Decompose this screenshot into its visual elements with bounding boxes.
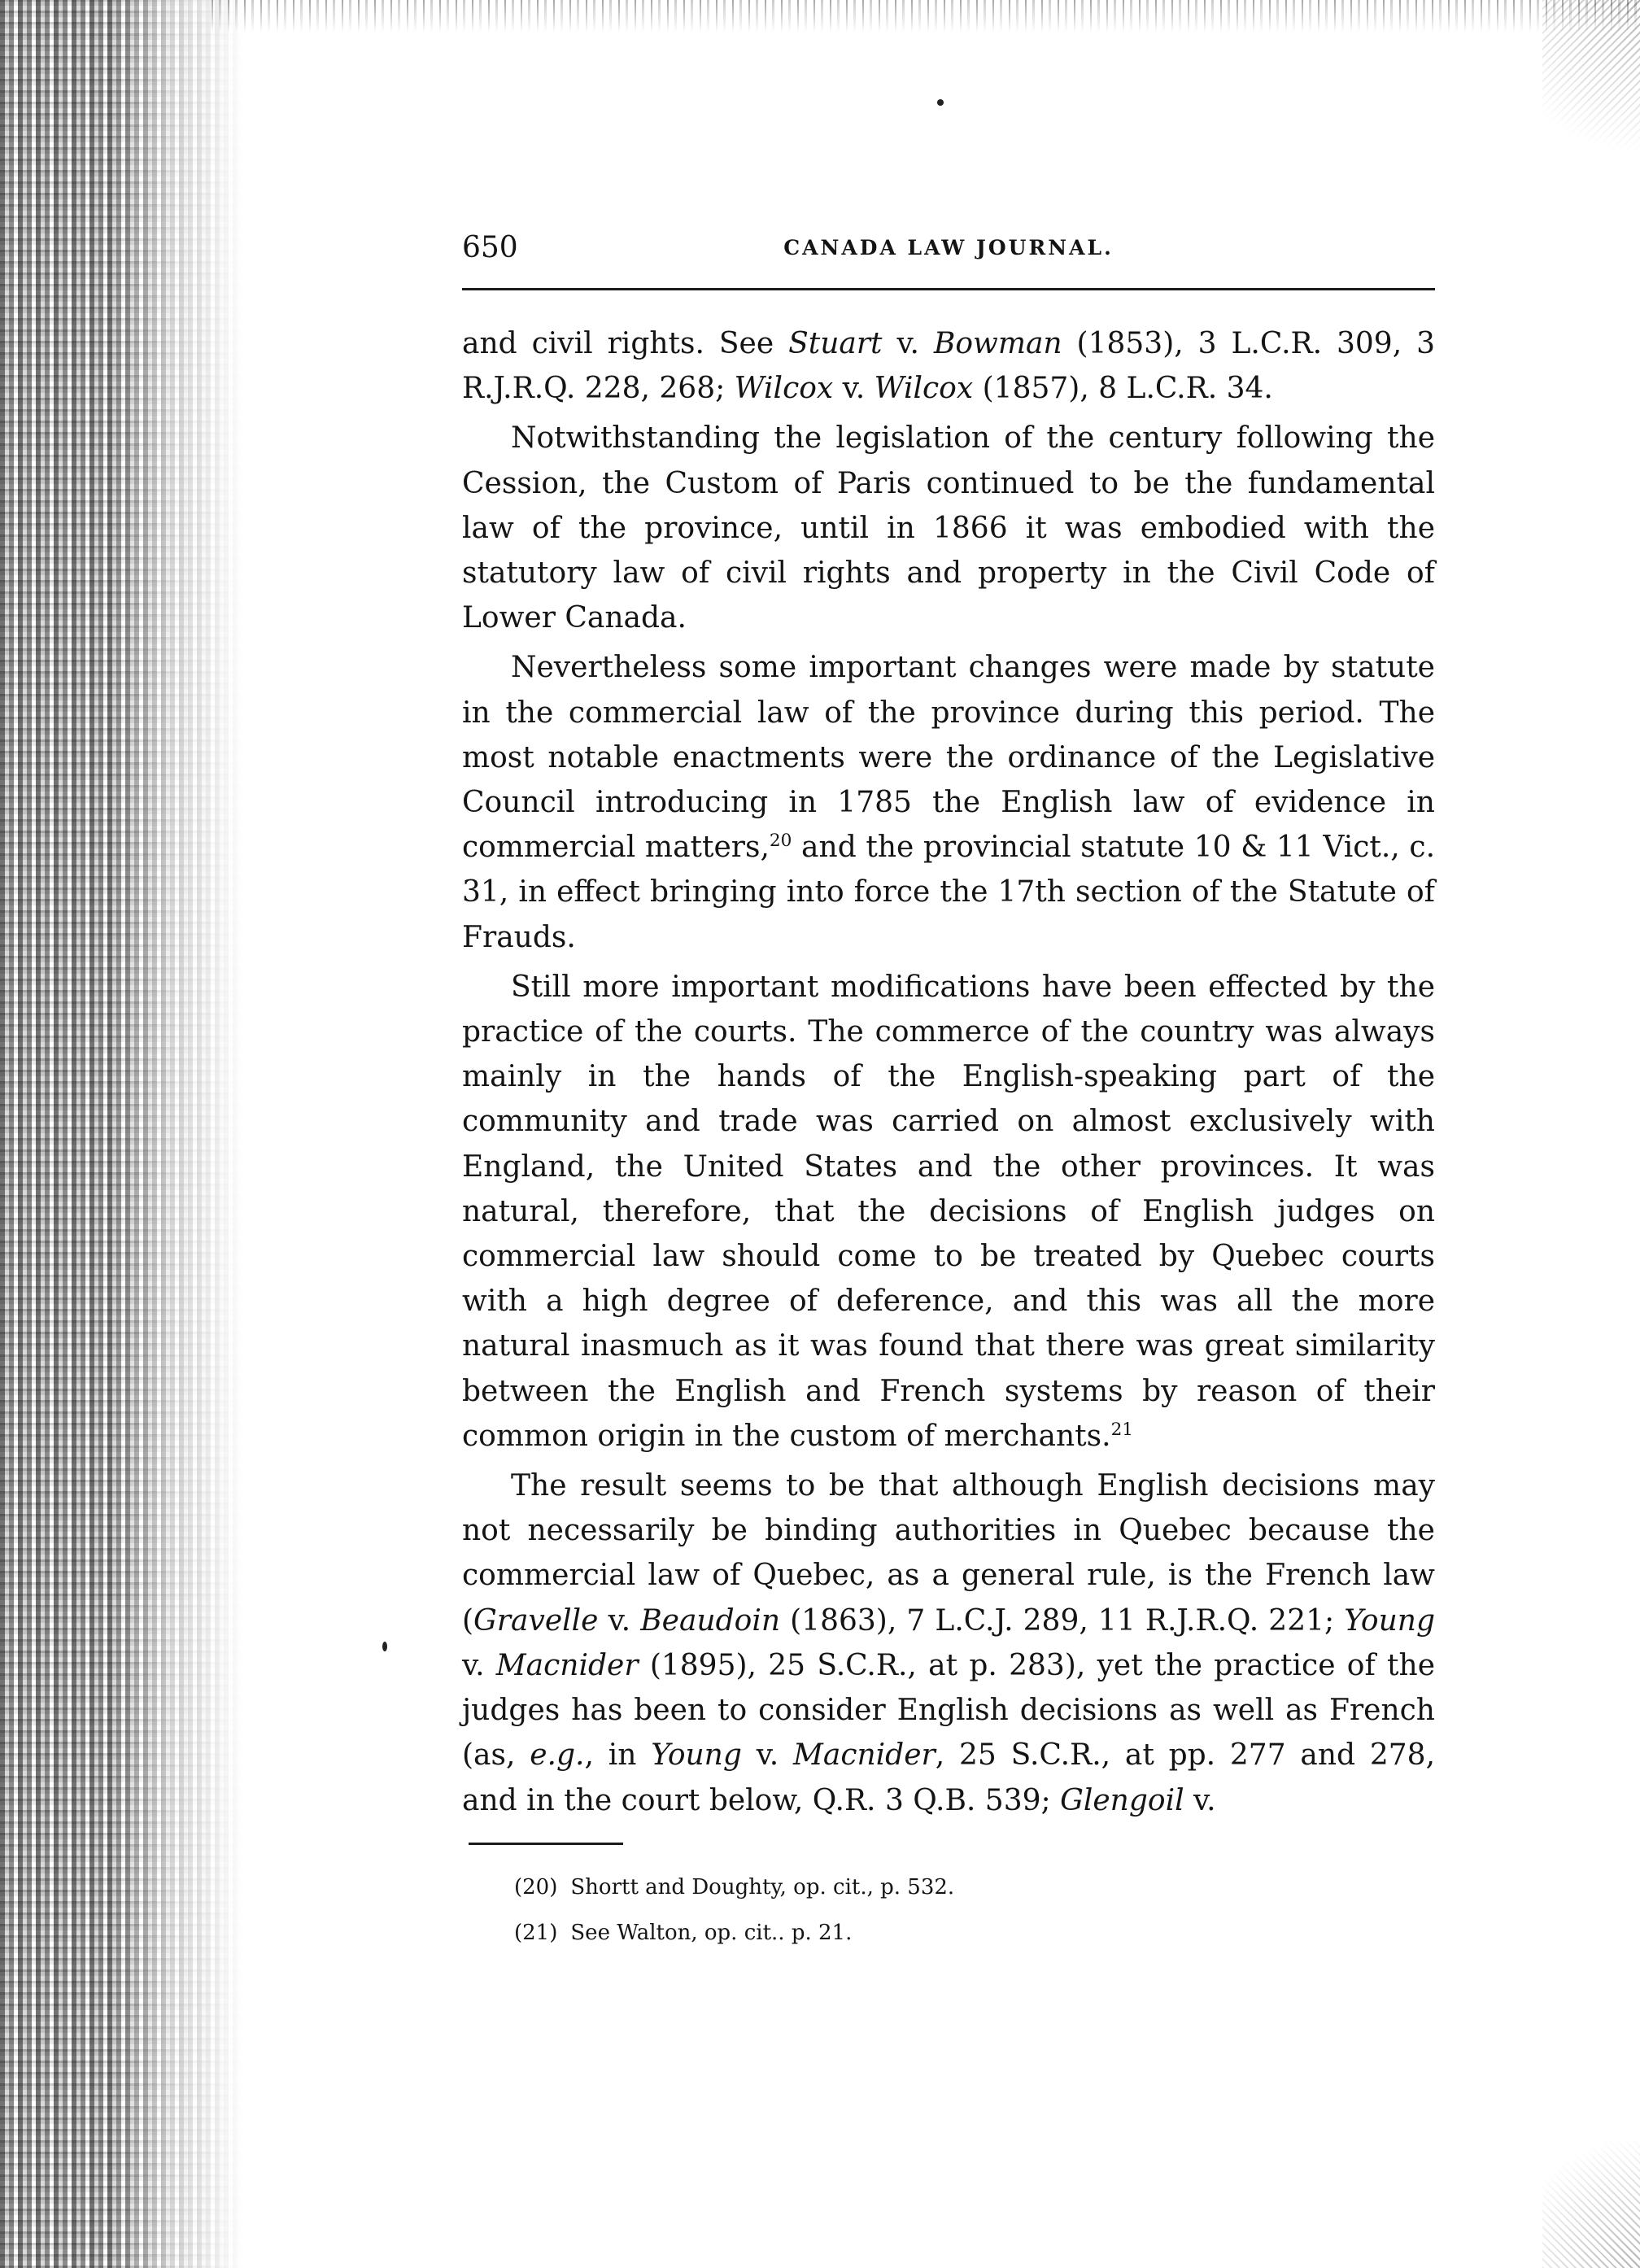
footnote: [514, 1865, 1409, 1910]
header-rule: [462, 288, 1435, 290]
text-run: Nevertheless some important changes were made by statute in the commercial law of the province during this period. The most notable enactments were the ordinance of the Legislative Council introducing in 1785 the English law of evidence in commercial matters,: [462, 651, 1435, 865]
text-run: The result seems to be that although English decisions may not necessarily be binding authorities in Quebec because the commercial law of Quebec, as a general rule, is the French law (: [462, 1469, 1435, 1638]
text-run: , 25 S.C.R., at pp. 277 and 278, and in the court below, Q.R. 3 Q.B. 539;: [462, 1738, 1436, 1817]
scan-speck: [937, 99, 944, 106]
text-run: , in: [584, 1738, 652, 1773]
running-head: [462, 228, 1435, 268]
scan-corner-top-right: [1542, 0, 1640, 179]
case-name: Macnider: [793, 1738, 936, 1773]
text-run: (1853), 3 L.C.R. 309, 3 R.J.R.Q. 228, 268;: [462, 327, 1435, 406]
journal-title: CANADA LAW JOURNAL.: [783, 236, 1114, 260]
text-run: (1857), 8 L.C.R. 34.: [973, 372, 1273, 406]
scan-top-edge: [212, 0, 1640, 33]
footnote-text: Shortt and Doughty, op. cit., p. 532.: [570, 1875, 955, 1899]
paragraph: [462, 965, 1435, 1459]
text-run: v.: [882, 327, 934, 360]
page-number: 650: [462, 231, 518, 264]
paragraph: [462, 321, 1435, 411]
footnote-number: (21): [514, 1921, 558, 1945]
text-run: and civil rights. See: [462, 327, 789, 360]
footnote-number: (20): [514, 1875, 558, 1899]
scan-binding-edge: [0, 0, 244, 2268]
case-name: Wilcox: [734, 372, 834, 406]
footnote-text: See Walton, op. cit.. p. 21.: [570, 1921, 853, 1945]
footnote: [514, 1910, 1409, 1956]
text-run: Still more important modifications have been effected by the practice of the courts. The commerce of the country was always mainly in the hands of the English-speaking part of the community and trade was carried on almost exclusively with England, the United States and the other provinces. It was natural, therefore, that the decisions of English judges on commercial law should come to be treated by Quebec courts with a high degree of deference, and this was all the more natural inasmuch as it was found that there was great similarity between the English and French systems by reason of their common origin in the custom of merchants.: [462, 970, 1435, 1453]
article-body: [462, 321, 1435, 1828]
case-name: Glengoil: [1060, 1783, 1184, 1817]
text-run: v.: [833, 372, 875, 406]
text-run: v.: [462, 1648, 496, 1682]
text-run: and the provincial statute 10 & 11 Vict., c. 31, in effect bringing into force the 17th section of the Statute of Frauds.: [462, 831, 1436, 954]
case-name: Macnider: [495, 1648, 639, 1682]
scan-corner-bottom-right: [1542, 2122, 1640, 2268]
footnotes: [514, 1865, 1409, 1956]
paragraph: [462, 645, 1435, 959]
case-name: Stuart: [788, 327, 883, 360]
case-name: Young: [1344, 1603, 1435, 1638]
footnote-reference: 21: [1110, 1419, 1134, 1440]
footnote-rule: [469, 1843, 623, 1845]
text-run: Notwithstanding the legislation of the century following the Cession, the Custom of Paris continued to be the fundamental law of the province, until in 1866 it was embodied with the statutory law of civil rights and property in the Civil Code of Lower Canada.: [462, 421, 1435, 635]
text-run: v.: [741, 1738, 793, 1773]
paragraph: [462, 1463, 1435, 1823]
paragraph: [462, 416, 1435, 640]
case-name: Bowman: [933, 327, 1062, 360]
text-run: v.: [598, 1603, 641, 1638]
text-run: v.: [1184, 1783, 1216, 1817]
case-name: Gravelle: [473, 1603, 599, 1638]
footnote-reference: 20: [769, 831, 792, 852]
text-run: (1863), 7 L.C.J. 289, 11 R.J.R.Q. 221;: [780, 1603, 1345, 1638]
case-name: e.g.: [530, 1738, 585, 1773]
scan-speck: [382, 1642, 387, 1651]
text-run: (1895), 25 S.C.R., at p. 283), yet the practice of the judges has been to consider English decisions as well as French (as,: [462, 1648, 1436, 1773]
case-name: Wilcox: [874, 372, 974, 406]
case-name: Beaudoin: [640, 1603, 781, 1638]
case-name: Young: [651, 1738, 742, 1773]
